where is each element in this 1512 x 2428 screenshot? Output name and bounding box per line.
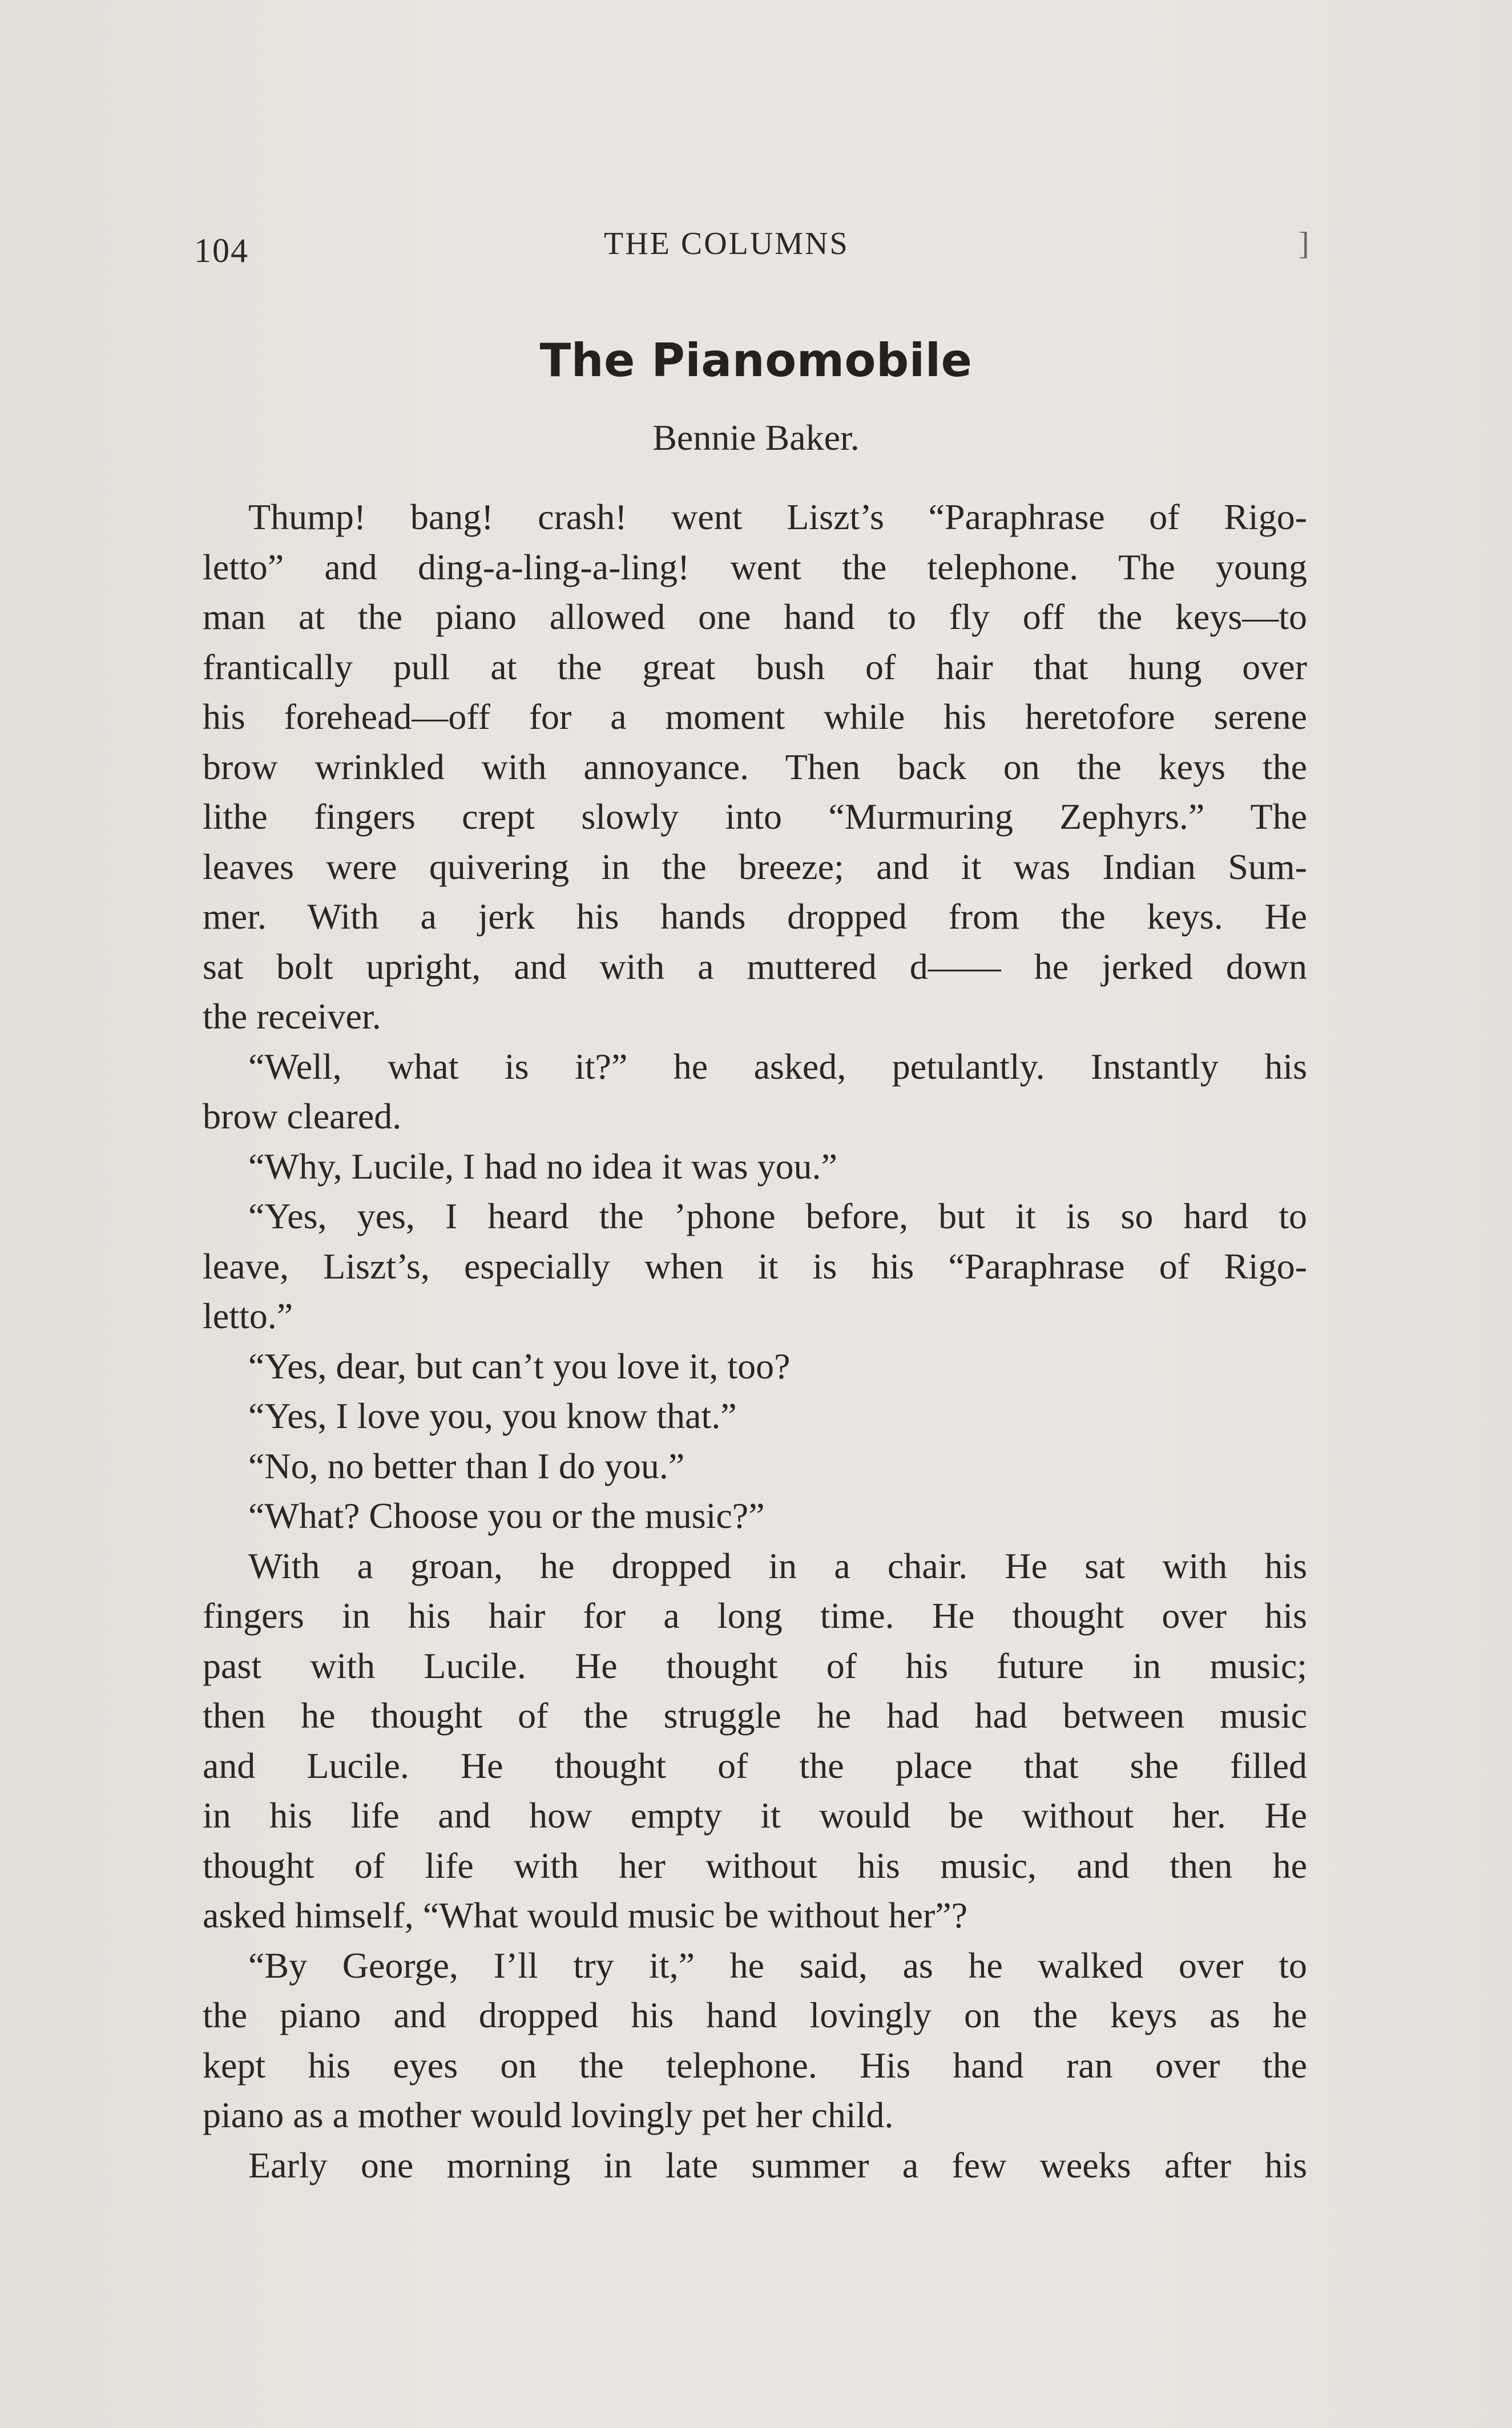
text-line: brow wrinkled with annoyance. Then back on the keys the [203,746,1307,787]
text-line: “Yes, dear, but can’t you love it, too? [248,1345,791,1386]
article-body [203,492,1307,2190]
text-line: his forehead—off for a moment while his heretofore serene [203,696,1307,737]
text-line: “What? Choose you or the music?” [248,1495,765,1536]
text-line: lithe fingers crept slowly into “Murmuring Zephyrs.” The [203,796,1307,837]
text-line: Thump! bang! crash! went Liszt’s “Paraphrase of Rigo- [248,497,1307,537]
corner-mark: ] [1299,226,1309,261]
text-line: asked himself, “What would music be without her”? [203,1895,968,1935]
article-title: The Pianomobile [539,334,973,387]
text-line: letto” and ding-a-ling-a-ling! went the telephone. The young [203,546,1307,587]
text-line: “By George, I’ll try it,” he said, as he walked over to [248,1945,1307,1986]
text-line: kept his eyes on the telephone. His hand ran over the [203,2044,1307,2086]
text-line: “Why, Lucile, I had no idea it was you.” [248,1146,837,1187]
text-line: the piano and dropped his hand lovingly on the keys as he [203,1995,1307,2035]
text-line: “Yes, I love you, you know that.” [248,1396,737,1436]
text-line: then he thought of the struggle he had had between music [203,1695,1307,1736]
text-line: thought of life with her without his music, and then he [203,1845,1307,1886]
text-line: leaves were quivering in the breeze; and it was Indian Sum- [203,846,1307,887]
text-line: past with Lucile. He thought of his future in music; [203,1645,1307,1686]
text-line: brow cleared. [203,1096,402,1136]
text-line: Early one morning in late summer a few weeks after his [248,2144,1307,2185]
text-line: mer. With a jerk his hands dropped from the keys. He [203,896,1307,937]
article-author: Bennie Baker. [652,417,860,458]
text-line: leave, Liszt’s, especially when it is his “Paraphrase of Rigo- [203,1245,1307,1286]
text-line: “Yes, yes, I heard the ’phone before, but it is so hard to [248,1196,1307,1236]
running-head [194,225,1327,277]
text-line: “No, no better than I do you.” [248,1445,685,1486]
text-line: and Lucile. He thought of the place that she filled [203,1745,1307,1786]
text-line: fingers in his hair for a long time. He thought over his [203,1595,1307,1636]
text-line: With a groan, he dropped in a chair. He sat with his [248,1545,1307,1586]
text-line: frantically pull at the great bush of hair that hung over [203,646,1307,687]
text-line: sat bolt upright, and with a muttered d—— he jerked down [203,946,1307,987]
text-line: man at the piano allowed one hand to fly off the keys—to [203,596,1307,637]
text-line: in his life and how empty it would be without her. He [203,1795,1307,1836]
text-line: letto.” [203,1296,293,1336]
text-line: piano as a mother would lovingly pet her child. [203,2095,894,2135]
running-title: THE COLUMNS [604,226,849,261]
text-line: the receiver. [203,996,381,1036]
text-line: “Well, what is it?” he asked, petulantly. Instantly his [248,1046,1307,1087]
page-number: 104 [194,232,249,269]
